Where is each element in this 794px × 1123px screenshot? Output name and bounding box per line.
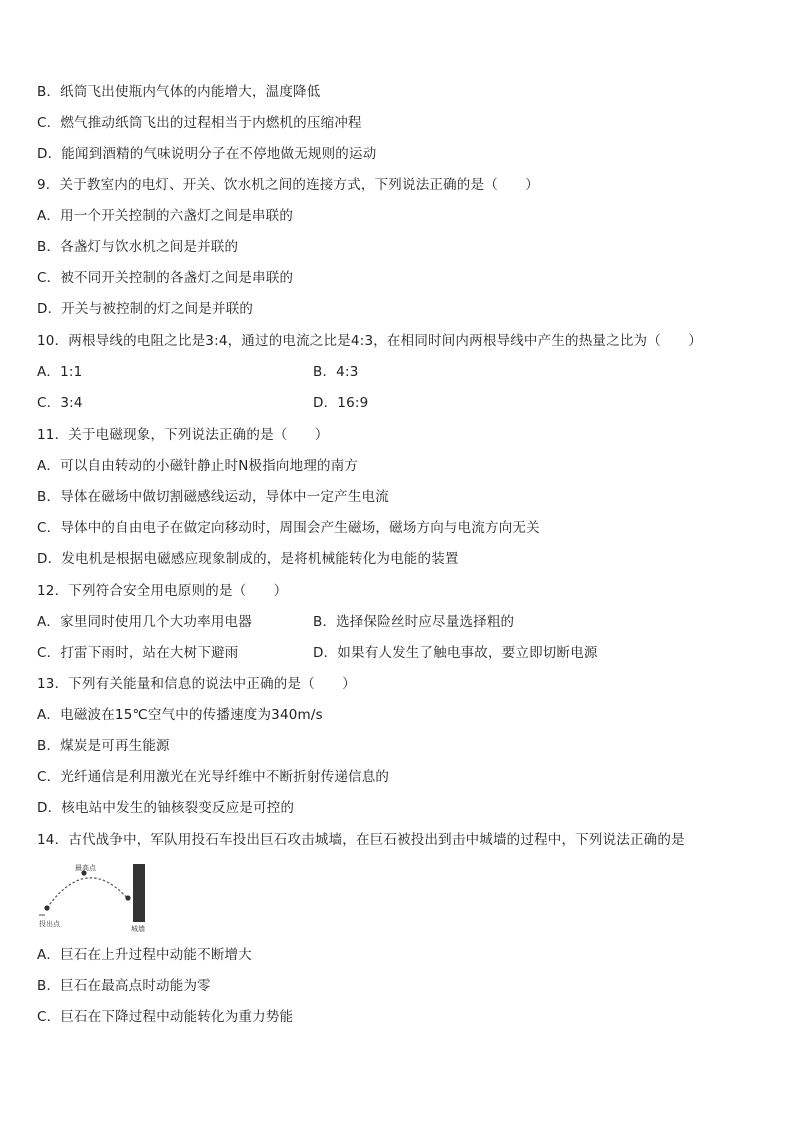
- q14-option-a: A．巨石在上升过程中动能不断增大: [37, 947, 252, 963]
- q10-option-b: B．4:3: [313, 364, 359, 380]
- q8-option-b: B．纸筒飞出使瓶内气体的内能增大，温度降低: [37, 84, 321, 100]
- q12-option-a: A．家里同时使用几个大功率用电器: [37, 614, 252, 630]
- q9-stem: 9．关于教室内的电灯、开关、饮水机之间的连接方式，下列说法正确的是（ ）: [37, 177, 539, 193]
- impact-point-dot: [125, 895, 130, 900]
- launch-point-label: 投出点: [39, 920, 60, 928]
- highest-point-label: 最高点: [75, 864, 96, 872]
- q11-option-b: B．导体在磁场中做切割磁感线运动，导体中一定产生电流: [37, 489, 389, 505]
- q12-option-d: D．如果有人发生了触电事故，要立即切断电源: [313, 645, 598, 661]
- q13-option-c: C．光纤通信是利用激光在光导纤维中不断折射传递信息的: [37, 769, 390, 785]
- q13-option-a: A．电磁波在15℃空气中的传播速度为340m/s: [37, 707, 323, 723]
- launch-point-dot: [44, 905, 49, 910]
- q8-option-c: C．燃气推动纸筒飞出的过程相当于内燃机的压缩冲程: [37, 115, 362, 131]
- q14-stem: 14．古代战争中，军队用投石车投出巨石攻击城墙，在巨石被投出到击中城墙的过程中，下列说法正确的是: [37, 832, 685, 848]
- q10-option-d: D．16:9: [313, 395, 369, 411]
- q9-option-d: D．开关与被控制的灯之间是并联的: [37, 301, 254, 317]
- q11-option-a: A．可以自由转动的小磁针静止时N极指向地理的南方: [37, 458, 359, 474]
- q12-option-b: B．选择保险丝时应尽量选择粗的: [313, 614, 515, 630]
- q9-option-a: A．用一个开关控制的六盏灯之间是串联的: [37, 208, 294, 224]
- q13-option-d: D．核电站中发生的铀核裂变反应是可控的: [37, 800, 295, 816]
- q10-stem: 10．两根导线的电阻之比是3:4，通过的电流之比是4:3，在相同时间内两根导线中产生的热量之比为（ ）: [37, 333, 703, 349]
- wall-label: 城墙: [131, 925, 145, 932]
- q14-option-b: B．巨石在最高点时动能为零: [37, 978, 211, 994]
- q14-option-c: C．巨石在下降过程中动能转化为重力势能: [37, 1009, 294, 1025]
- q9-option-b: B．各盏灯与饮水机之间是并联的: [37, 239, 239, 255]
- q13-stem: 13．下列有关能量和信息的说法中正确的是（ ）: [37, 676, 356, 692]
- trajectory-path: [47, 878, 129, 908]
- q12-option-c: C．打雷下雨时，站在大树下避雨: [37, 645, 239, 661]
- q13-option-b: B．煤炭是可再生能源: [37, 738, 170, 754]
- q11-option-d: D．发电机是根据电磁感应现象制成的，是将机械能转化为电能的装置: [37, 551, 459, 567]
- q9-option-c: C．被不同开关控制的各盏灯之间是串联的: [37, 270, 294, 286]
- city-wall: [133, 864, 145, 922]
- q11-stem: 11．关于电磁现象，下列说法正确的是（ ）: [37, 427, 329, 443]
- q11-option-c: C．导体中的自由电子在做定向移动时，周围会产生磁场，磁场方向与电流方向无关: [37, 520, 540, 536]
- q10-option-c: C．3:4: [37, 395, 83, 411]
- q10-option-a: A．1:1: [37, 364, 83, 380]
- catapult-trajectory-figure: [37, 860, 167, 932]
- q8-option-d: D．能闻到酒精的气味说明分子在不停地做无规则的运动: [37, 146, 377, 162]
- q12-stem: 12．下列符合安全用电原则的是（ ）: [37, 583, 288, 599]
